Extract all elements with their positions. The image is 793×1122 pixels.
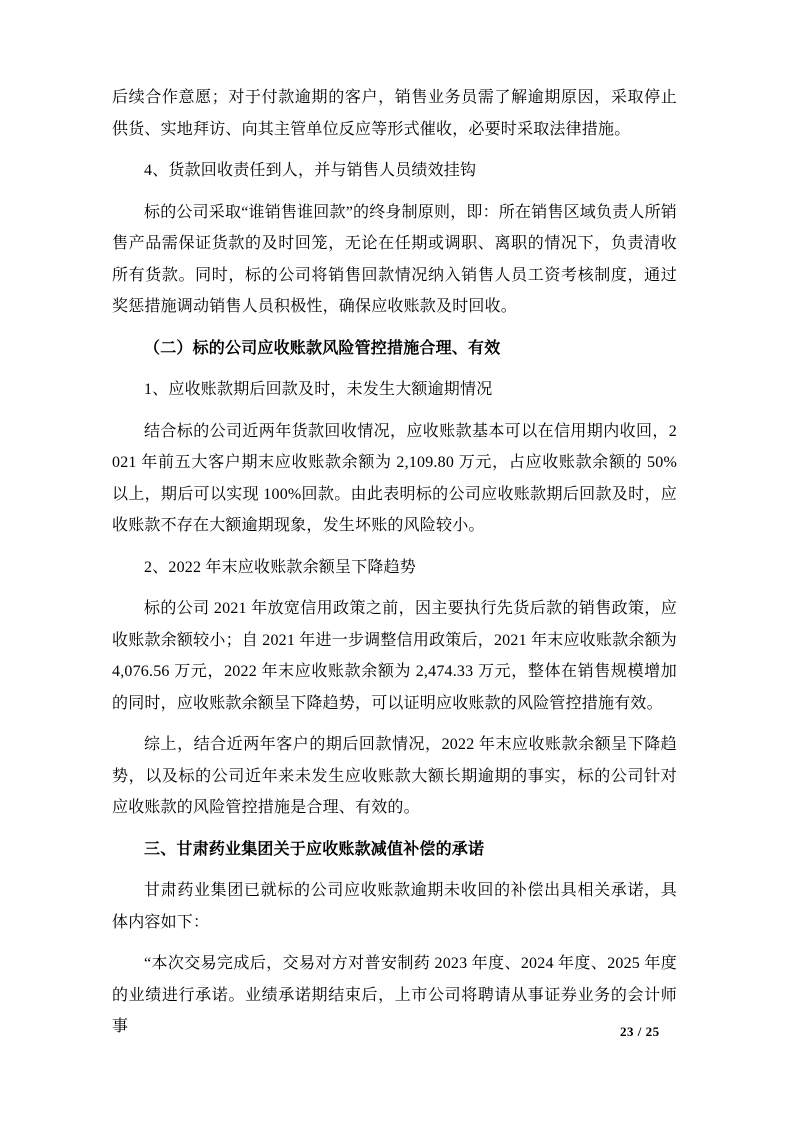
quoted-paragraph: “本次交易完成后，交易对方对普安制药 2023 年度、2024 年度、2025 年度的业绩进行承诺。业绩承诺期结束后，上市公司将聘请从事证券业务的会计师事 bbox=[112, 955, 677, 1035]
continued-paragraph: 后续合作意愿；对于付款逾期的客户，销售业务员需了解逾期原因，采取停止供货、实地拜访、向其主管单位反应等形式催收，必要时采取法律措施。 bbox=[112, 89, 677, 138]
section-heading-3: 三、甘肃药业集团关于应收账款减值补偿的承诺 bbox=[144, 840, 485, 858]
subheading-4: 4、货款回收责任到人，并与销售人员绩效挂钩 bbox=[144, 162, 477, 179]
paragraph: 结合标的公司近两年货款回收情况，应收账款基本可以在信用期内收回，2021 年前五大客户期末应收账款余额为 2,109.80 万元，占应收账款余额的 50%以上，期后可以实现 100%回款。由此表明标的公司应收账款期后回款及时，应收账款不存在大额逾期现象，发生坏账的风险较小。 bbox=[112, 422, 677, 534]
paragraph: 综上，结合近两年客户的期后回款情况，2022 年末应收账款余额呈下降趋势，以及标的公司近年来未发生应收账款大额长期逾期的事实，标的公司针对应收账款的风险管控措施是合理、有效的。 bbox=[112, 736, 677, 816]
paragraph: 标的公司采取“谁销售谁回款”的终身制原则，即：所在销售区域负责人所销售产品需保证货款的及时回笼，无论在任期或调职、离职的情况下，负责清收所有货款。同时，标的公司将销售回款情况纳入销售人员工资考核制度，通过奖惩措施调动销售人员积极性，确保应收账款及时回收。 bbox=[112, 203, 678, 315]
subheading-2: 2、2022 年末应收账款余额呈下降趋势 bbox=[144, 558, 417, 576]
section-heading-2: （二）标的公司应收账款风险管控措施合理、有效 bbox=[144, 339, 501, 357]
page-number: 23 / 25 bbox=[620, 1024, 660, 1039]
paragraph: 标的公司 2021 年放宽信用政策之前，因主要执行先货后款的销售政策，应收账款余额较小；自 2021 年进一步调整信用政策后，2021 年末应收账款余额为 4,076.56 万元，2022 年末应收账款余额为 2,474.33 万元，整体在销售规模增加的同时，应收账款余额呈下降趋势，可以证明应收账款的风险管控措施有效。 bbox=[112, 600, 677, 712]
page-content bbox=[112, 82, 677, 1043]
paragraph: 甘肃药业集团已就标的公司应收账款逾期未收回的补偿出具相关承诺，具体内容如下： bbox=[112, 882, 677, 931]
subheading-1: 1、应收账款期后回款及时，未发生大额逾期情况 bbox=[144, 381, 493, 398]
